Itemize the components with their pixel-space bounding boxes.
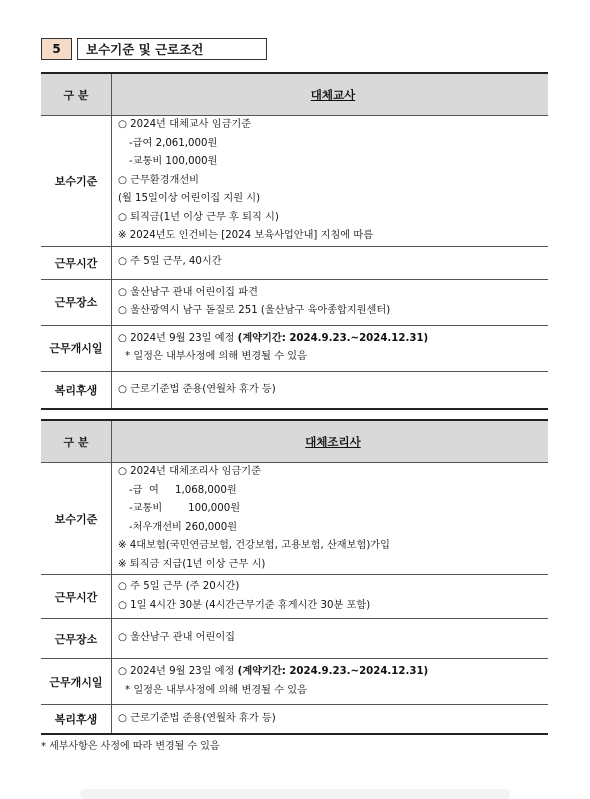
contract-period-text: (계약기간: 2024.9.23.~2024.12.31) (237, 666, 429, 677)
substitute-cook-table (41, 419, 548, 735)
text-line: -교통비 100,000원 (129, 156, 218, 167)
row-label-welfare: 복리후생 (41, 371, 112, 409)
row-label-start: 근무개시일 (41, 325, 112, 371)
text-line: ○ 퇴직금(1년 이상 근무 후 퇴직 시) (118, 211, 279, 223)
text-line: ○ 1일 4시간 30분 (4시간근무기준 휴게시간 30분 포함) (118, 599, 371, 611)
section-header (41, 38, 267, 60)
row-label-hours: 근무시간 (41, 575, 112, 619)
text-line: ○ 울산광역시 남구 돋질로 251 (울산남구 육아종합지원센터) (118, 305, 391, 316)
row-value-pay (112, 116, 549, 247)
row-label-hours: 근무시간 (41, 246, 112, 279)
table-row (41, 575, 548, 619)
text-line: * 일정은 내부사정에 의해 변경될 수 있음 (125, 351, 307, 362)
table-row (41, 371, 548, 409)
footnote: * 세부사항은 사정에 따라 변경될 수 있음 (41, 741, 220, 752)
start-date-text: ○ 2024년 9월 23일 예정 (118, 332, 238, 344)
text-line: ○ 주 5일 근무, 40시간 (118, 256, 222, 268)
header-title: 대체교사 (310, 87, 356, 102)
section-title: 보수기준 및 근로조건 (77, 38, 267, 60)
header-label: 구 분 (41, 73, 112, 116)
row-value-hours (112, 246, 549, 279)
text-line: ○ 2024년 대체교사 임금기준 (118, 119, 252, 130)
row-label-pay: 보수기준 (41, 116, 112, 247)
row-value-welfare (112, 371, 549, 409)
text-line: ○ 근로기준법 준용(연월차 휴가 등) (118, 712, 276, 724)
text-line: -처우개선비 260,000원 (129, 521, 238, 533)
table-row (41, 659, 548, 705)
row-label-place: 근무장소 (41, 619, 112, 659)
table-row (41, 705, 548, 734)
text-line: ○ 근무환경개선비 (118, 174, 200, 186)
section-number: 5 (41, 38, 72, 60)
header-title: 대체조리사 (305, 434, 361, 449)
text-line: ○ 주 5일 근무 (주 20시간) (118, 581, 240, 592)
row-label-start: 근무개시일 (41, 659, 112, 705)
table-row (41, 116, 548, 247)
table-row (41, 463, 548, 575)
text-line: -급여 2,061,000원 (129, 137, 218, 149)
row-value-hours (112, 575, 549, 619)
text-line: ○ 근로기준법 준용(연월차 휴가 등) (118, 383, 276, 395)
text-line: * 일정은 내부사정에 의해 변경될 수 있음 (125, 684, 307, 696)
row-value-place (112, 619, 549, 659)
text-line: ○ 2024년 대체조리사 임금기준 (118, 466, 261, 477)
header-label: 구 분 (41, 420, 112, 463)
table-row (41, 246, 548, 279)
text-line: ※ 퇴직금 지급(1년 이상 근무 시) (118, 558, 266, 570)
contract-period-text: (계약기간: 2024.9.23.~2024.12.31) (237, 332, 429, 344)
row-value-place (112, 279, 549, 325)
row-label-welfare: 복리후생 (41, 705, 112, 734)
text-line: ※ 4대보험(국민연금보험, 건강보험, 고용보험, 산재보험)가입 (118, 540, 390, 551)
substitute-teacher-table (41, 72, 548, 410)
row-value-welfare (112, 705, 549, 734)
text-line: -급 여 1,068,000원 (129, 484, 237, 496)
table-row (41, 619, 548, 659)
row-label-place: 근무장소 (41, 279, 112, 325)
text-line: ○ 울산남구 관내 어린이집 (118, 632, 236, 644)
text-line: -교통비 100,000원 (129, 503, 241, 514)
row-value-start (112, 659, 549, 705)
table-header-row (41, 73, 548, 116)
table-header-row (41, 420, 548, 463)
start-date-text: ○ 2024년 9월 23일 예정 (118, 666, 238, 677)
text-line: ○ 울산남구 관내 어린이집 파견 (118, 286, 258, 298)
table-row (41, 279, 548, 325)
text-line: ※ 2024년도 인건비는 [2024 보육사업안내] 지침에 따름 (118, 230, 374, 241)
row-value-pay (112, 463, 549, 575)
row-label-pay: 보수기준 (41, 463, 112, 575)
text-line: (월 15일이상 어린이집 지원 시) (118, 193, 261, 204)
table-row (41, 325, 548, 371)
row-value-start (112, 325, 549, 371)
bottom-bar (80, 789, 510, 799)
